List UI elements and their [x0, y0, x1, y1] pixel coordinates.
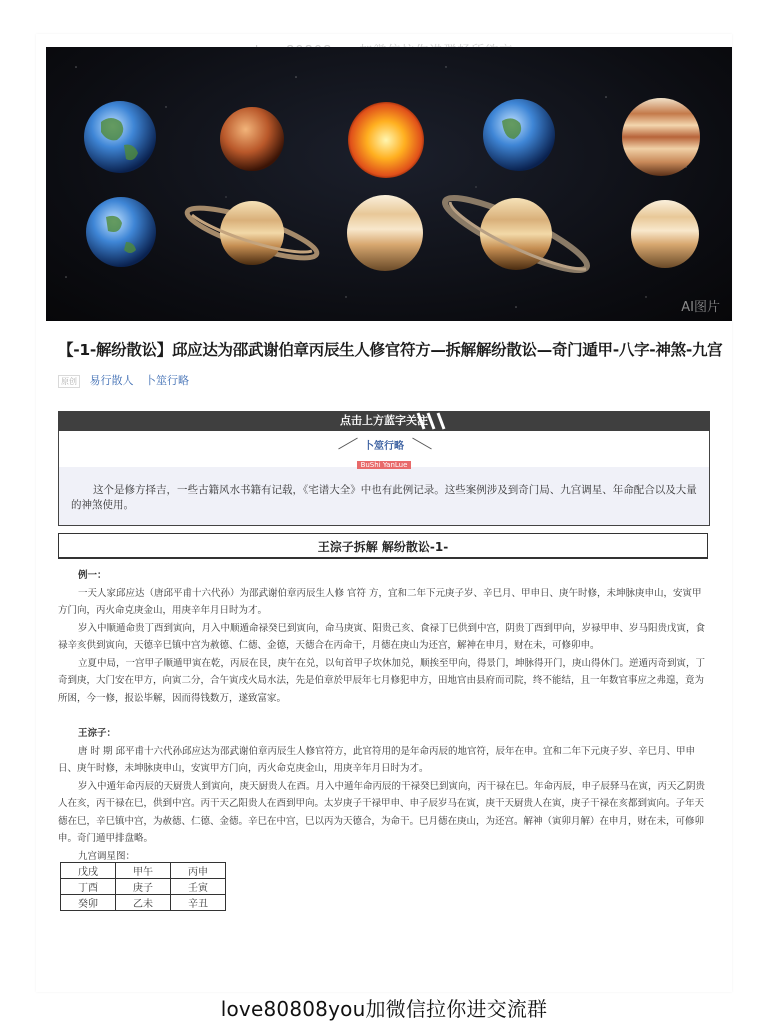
sun-icon — [348, 102, 424, 178]
grid-cell: 戊戌 — [61, 863, 116, 879]
planets-illustration — [46, 47, 732, 321]
planets-banner-image — [46, 47, 732, 321]
grid-cell: 甲午 — [116, 863, 171, 879]
article-body — [58, 567, 710, 865]
article-title: 【-1-解纷散讼】邱应达为邵武谢伯章丙辰生人修官符方—拆解解纷散讼—奇门遁甲-八字-神煞-九宫 — [58, 341, 723, 359]
paragraph-5: 岁入中遁年命丙辰的天厨贵人到寅向，庚天厨贵人在酉。月入中遁年命丙辰的干禄癸巳到寅向，丙干禄在巳。年命丙辰，申子辰驿马在寅，丙天乙阴贵人在亥，丙干禄在巳，供到中宫。丙干天乙阳贵人在酉到甲向。太岁庚子干禄甲申、申子辰岁马在寅，庚干天厨贵人在寅，庚子干禄在亥都到寅向。子年天德在巳，辛巳镇中宫，为赦德、仁德、金德。辛巳在中宫，巳以丙为天德合，为命干。巳月德在庚山，为还宫。解神（寅卯月解）在申月，财在未，可修卯申。奇门遁甲排盘略。 — [58, 780, 706, 844]
grid-cell: 乙未 — [116, 895, 171, 911]
grid-cell: 癸卯 — [61, 895, 116, 911]
follow-label: 点击上方蓝字关注 — [340, 414, 428, 427]
grid-cell: 辛丑 — [171, 895, 226, 911]
saturn-ring-icon — [439, 187, 594, 282]
earth-icon-3 — [86, 197, 156, 267]
example-heading: 例一： — [78, 570, 107, 581]
nine-palace-grid — [60, 862, 226, 911]
brand-block — [59, 437, 709, 471]
account-link[interactable]: 卜筮行略 — [145, 374, 189, 387]
section-title: 王淙子拆解 解纷散讼-1- — [58, 533, 708, 559]
jupiter-icon-1 — [622, 98, 700, 176]
grid-cell: 丙申 — [171, 863, 226, 879]
grid-cell: 庚子 — [116, 879, 171, 895]
paragraph-1: 一天人家邱应达（唐邱平甫十六代孙）为邵武谢伯章丙辰生人修 官符 方，宜和二年下元庚子岁、辛巳月、甲申日、庚午时修，未坤脉庚申山，安寅甲方门向，丙火命克庚金山，用庚辛年月日时为才。 — [58, 587, 702, 616]
ai-image-label: AI图片 — [681, 300, 720, 315]
earth-icon-1 — [84, 101, 156, 173]
grid-row — [61, 863, 226, 879]
footer-caption: love80808you加微信拉你进交流群 — [220, 997, 548, 1021]
jupiter-icon-2 — [631, 200, 699, 268]
grid-cell: 壬寅 — [171, 879, 226, 895]
author-link[interactable]: 易行散人 — [89, 374, 134, 387]
brand-name: 卜筮行略 — [364, 441, 404, 452]
spacer — [58, 707, 710, 725]
stripes-icon — [416, 411, 456, 431]
saturn-icon-1 — [183, 199, 321, 268]
brand-pinyin: BuShi YanLue — [357, 461, 412, 469]
intro-text: 这个是修方择吉，一些古籍风水书籍有记载，《宅谱大全》中也有此例记录。这些案例涉及到奇门局、九宫调星、年命配合以及大量的神煞使用。 — [71, 484, 697, 511]
follow-banner[interactable] — [58, 411, 710, 431]
paragraph-3: 立夏中局，一宫甲子顺遁甲寅在乾，丙辰在艮，庚午在兑，以旬首甲子坎休加兑，顺挨至甲向，得景门，坤脉得开门，庚山得休门。逆遁丙奇到寅，丁奇到庚，大门安在甲方，向寅二分，合午寅戌火局水法，先是伯章於甲辰年七月修犯申方，田地官由县府而司院，终不能结，且一年数官事应之弗遑，竟为所困，今一修，报讼毕解，因而得钱数万，遂致富家。 — [58, 657, 706, 704]
mars-icon — [220, 107, 284, 171]
paragraph-2: 岁入中顺遁命贵丁酉到寅向，月入中顺遁命禄癸巳到寅向，命马庚寅、阳贵己亥、食禄丁巳供到中宫，阴贵丁酉到甲向，岁禄甲申、岁马阳贵戊寅，食禄辛亥供到寅向，天德辛巳镇中宫为赦德、仁德、金德，天德合在丙命干，月德在庚山为还宫，解神在申月，财在未，可修卯申。 — [58, 622, 706, 651]
grid-cell: 丁酉 — [61, 879, 116, 895]
article-meta — [58, 372, 197, 388]
original-tag: 原创 — [58, 375, 80, 388]
grid-row — [61, 879, 226, 895]
grid-label: 九宫调星图： — [78, 850, 136, 862]
saturn-icon-2 — [347, 195, 423, 271]
earth-icon-2 — [483, 99, 555, 171]
commentary-heading: 王淙子： — [78, 728, 117, 739]
paragraph-4: 唐 时 期 邱平甫十六代孙邱应达为邵武谢伯章丙辰生人修官符方，此官符用的是年命丙辰的地官符，辰年在申。宜和二年下元庚子岁、辛巳月、甲申日、庚午时修，未坤脉庚申山，安寅甲方门向，丙火命克庚金山，用庚辛年月日时为才。 — [58, 745, 696, 774]
grid-row — [61, 895, 226, 911]
follow-card — [58, 431, 710, 526]
